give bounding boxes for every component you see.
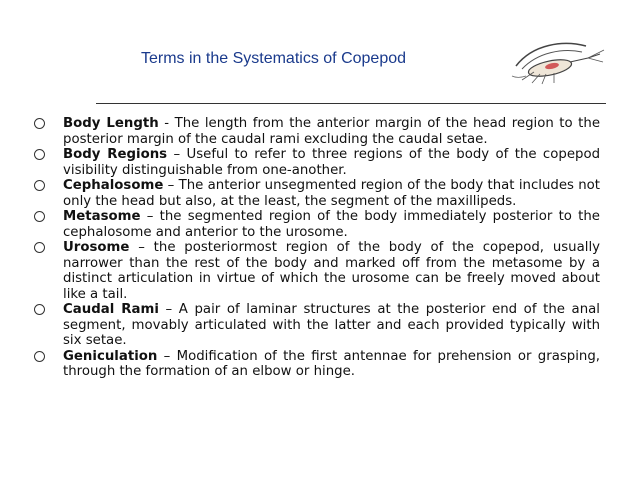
list-item	[34, 240, 600, 302]
list-item	[34, 349, 600, 380]
list-item	[34, 116, 600, 147]
term-definition: A pair of laminar structures at the posterior end of the anal segment, movably articulated with the latter and each provided typically with six setae.	[63, 302, 600, 348]
title-divider	[96, 103, 606, 104]
term-definition: Useful to refer to three regions of the body of the copepod visibility distinguishable from one-another.	[63, 147, 601, 178]
term-separator: –	[158, 302, 179, 317]
bullet-circle-icon	[34, 118, 45, 129]
term-name: Geniculation	[63, 348, 158, 364]
list-item	[34, 147, 600, 178]
list-item	[34, 178, 600, 209]
term-definition: The length from the anterior margin of the head region to the posterior margin of the caudal rami excluding the caudal setae.	[63, 116, 601, 147]
list-item	[34, 302, 600, 349]
term-definition: The anterior unsegmented region of the body that includes not only the head but also, at the least, the segment of the maxillipeds.	[63, 178, 600, 209]
term-name: Caudal Rami	[63, 302, 159, 317]
bullet-circle-icon	[34, 304, 45, 315]
bullet-circle-icon	[34, 211, 45, 222]
term-separator: –	[129, 240, 154, 255]
term-separator: –	[157, 348, 177, 364]
term-definition: the segmented region of the body immediately posterior to the cephalosome and anterior to the urosome.	[63, 209, 600, 240]
term-separator: –	[163, 178, 179, 193]
term-name: Metasome	[63, 209, 141, 224]
bullet-circle-icon	[34, 242, 45, 253]
bullet-circle-icon	[34, 351, 45, 362]
term-definition: Modification of the first antennae for prehension or grasping, through the formation of an elbow or hinge.	[63, 348, 600, 379]
term-name: Body Regions	[63, 147, 168, 162]
copepod-drawing-icon	[508, 36, 608, 86]
slide-title: Terms in the Systematics of Copepod	[141, 50, 407, 67]
bullet-circle-icon	[34, 180, 45, 191]
list-item	[34, 209, 600, 240]
term-separator: –	[167, 147, 187, 162]
term-name: Cephalosome	[63, 178, 164, 193]
bullet-circle-icon	[34, 149, 45, 160]
term-separator: –	[140, 209, 160, 224]
term-name: Body Length	[63, 116, 159, 131]
term-name: Urosome	[63, 240, 130, 255]
term-definition: the posteriormost region of the body of the copepod, usually narrower than the rest of the body and marked off from the metasome by a distinct articulation in virtue of which the urosome can be freely moved about like a tail.	[63, 240, 601, 302]
term-list	[34, 116, 600, 380]
term-separator: -	[158, 116, 175, 131]
